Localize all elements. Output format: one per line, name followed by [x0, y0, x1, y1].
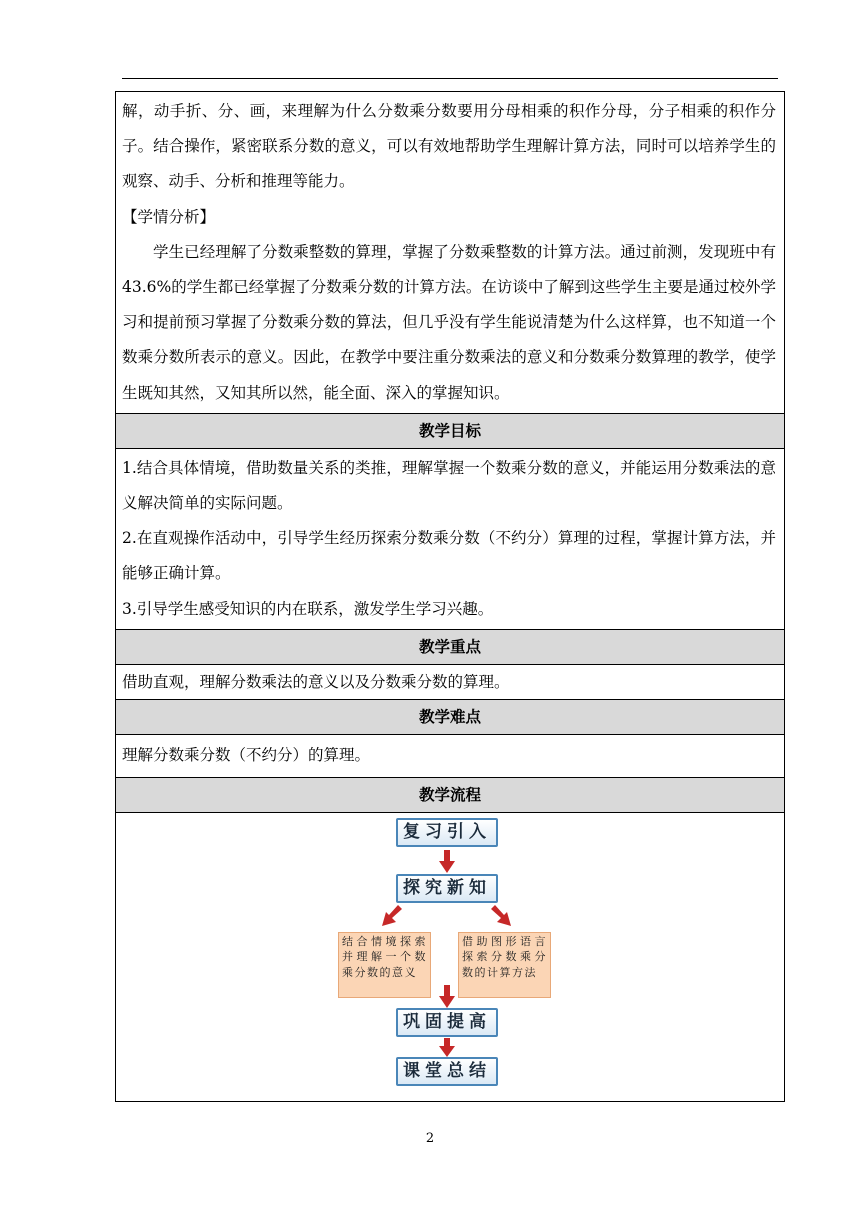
learning-analysis-body: 学生已经理解了分数乘整数的算理，掌握了分数乘整数的计算方法。通过前测，发现班中有43.6%的学生都已经掌握了分数乘分数的计算方法。在访谈中了解到这些学生主要是通过校外学习和提前预习掌握了分数乘分数的算法，但几乎没有学生能说清楚为什么这样算，也不知道一个数乘分数所表示的意义。因此，在教学中要注重分数乘法的意义和分数乘分数算理的教学，使学生既知其然，又知其所以然，能全面、深入的掌握知识。	[122, 242, 776, 402]
key-points-text: 借助直观，理解分数乘法的意义以及分数乘分数的算理。	[116, 665, 784, 700]
objective-item-1: 1.结合具体情境，借助数量关系的类推，理解掌握一个数乘分数的意义，并能运用分数乘法的意义解决简单的实际问题。	[122, 458, 776, 513]
arrow-down-icon	[439, 985, 455, 1009]
analysis-cell	[116, 92, 784, 414]
flow-substep-method: 借助图形语言探索分数乘分数的计算方法	[458, 932, 551, 998]
objectives-header: 教学目标	[116, 414, 784, 449]
arrow-down-icon	[439, 1038, 455, 1058]
arrow-down-icon	[439, 850, 455, 874]
flow-step-summary: 课堂总结	[396, 1057, 498, 1086]
flow-step-review: 复习引入	[396, 818, 498, 847]
flow-step-consolidate: 巩固提高	[396, 1008, 498, 1037]
flow-diagram	[116, 813, 784, 1101]
intro-paragraph: 解，动手折、分、画，来理解为什么分数乘分数要用分母相乘的积作分母，分子相乘的积作分子。结合操作，紧密联系分数的意义，可以有效地帮助学生理解计算方法，同时可以培养学生的观察、动手、分析和推理等能力。	[122, 102, 776, 191]
flow-substep-meaning: 结合情境探索并理解一个数乘分数的意义	[338, 932, 431, 998]
lesson-plan-table	[115, 91, 785, 1102]
difficult-points-header: 教学难点	[116, 700, 784, 735]
page-number: 2	[425, 1131, 435, 1146]
difficult-points-text: 理解分数乘分数（不约分）的算理。	[116, 735, 784, 778]
flow-step-explore: 探究新知	[396, 874, 498, 903]
objectives-cell	[116, 449, 784, 630]
arrow-down-left-icon	[380, 905, 402, 927]
flow-header: 教学流程	[116, 778, 784, 813]
key-points-header: 教学重点	[116, 630, 784, 665]
objective-item-2: 2.在直观操作活动中，引导学生经历探索分数乘分数（不约分）算理的过程，掌握计算方法，并能够正确计算。	[122, 529, 776, 583]
header-rule	[122, 78, 778, 79]
arrow-down-right-icon	[491, 905, 513, 927]
learning-analysis-heading: 【学情分析】	[122, 207, 216, 226]
objective-item-3: 3.引导学生感受知识的内在联系，激发学生学习兴趣。	[122, 599, 494, 618]
